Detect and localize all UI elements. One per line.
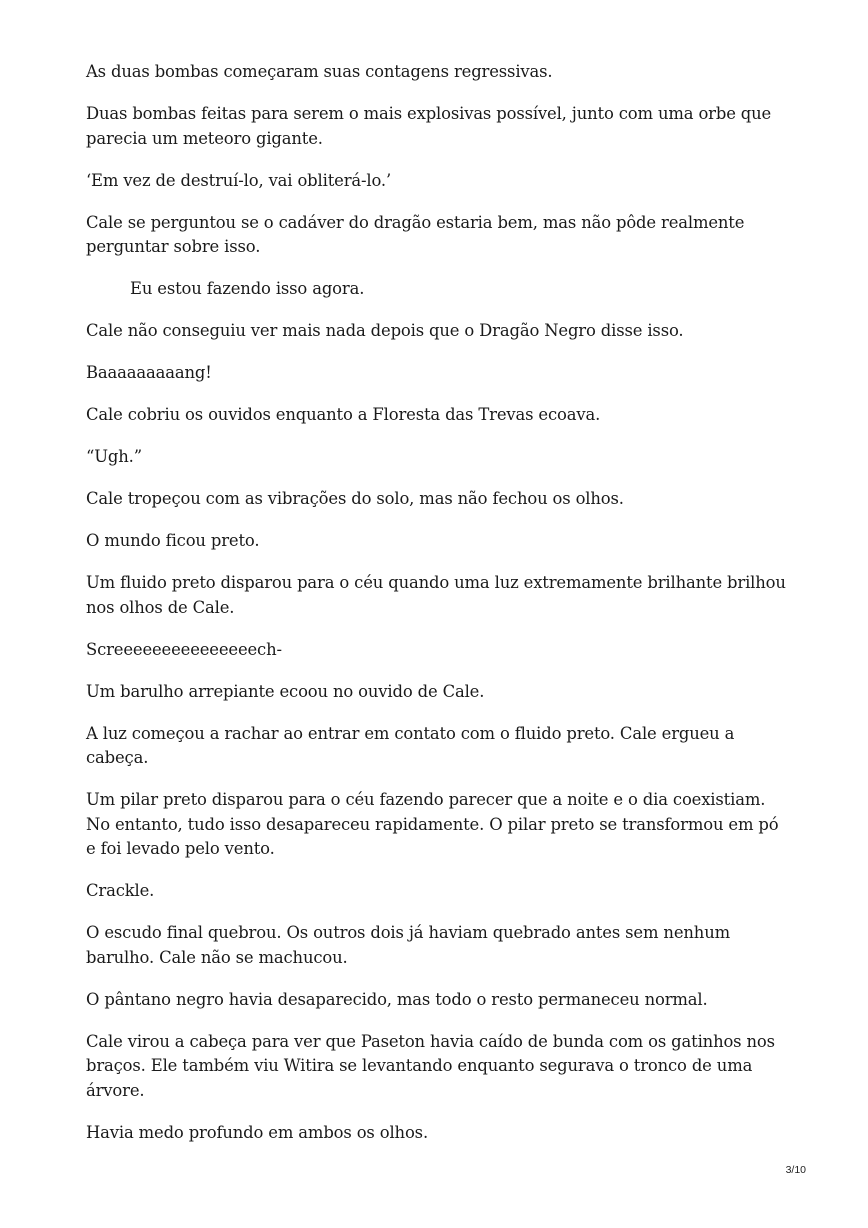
document-page	[86, 60, 786, 1163]
paragraph: Cale cobriu os ouvidos enquanto a Floresta das Trevas ecoava.	[86, 405, 601, 424]
paragraph: A luz começou a rachar ao entrar em contato com o fluido preto. Cale ergueu a cabeça.	[86, 723, 735, 767]
paragraph: Cale se perguntou se o cadáver do dragão estaria bem, mas não pôde realmente perguntar sobre isso.	[86, 212, 745, 256]
page-number: 3/10	[785, 1164, 806, 1176]
paragraph: O mundo ficou preto.	[86, 531, 260, 550]
paragraph: Duas bombas feitas para serem o mais explosivas possível, junto com uma orbe que parecia um meteoro gigante.	[86, 104, 772, 148]
paragraph: Crackle.	[86, 881, 155, 900]
paragraph: “Ugh.”	[86, 447, 142, 466]
paragraph: Cale virou a cabeça para ver que Paseton havia caído de bunda com os gatinhos nos braços. Ele também viu Witira se levantando enquanto segurava o tronco de uma árvore.	[86, 1031, 775, 1100]
paragraph: As duas bombas começaram suas contagens regressivas.	[86, 62, 553, 81]
paragraph: Cale não conseguiu ver mais nada depois que o Dragão Negro disse isso.	[86, 321, 684, 340]
paragraph: Um fluido preto disparou para o céu quando uma luz extremamente brilhante brilhou nos olhos de Cale.	[86, 573, 786, 617]
paragraph: Havia medo profundo em ambos os olhos.	[86, 1122, 429, 1142]
paragraph: O escudo final quebrou. Os outros dois já haviam quebrado antes sem nenhum barulho. Cale não se machucou.	[86, 923, 730, 967]
indented-paragraph: Eu estou fazendo isso agora.	[130, 279, 365, 298]
paragraph: ‘Em vez de destruí-lo, vai obliterá-lo.’	[86, 170, 392, 190]
paragraph: Um pilar preto disparou para o céu fazendo parecer que a noite e o dia coexistiam. No entanto, tudo isso desapareceu rapidamente. O pilar preto se transformou em pó e foi levado pelo vento.	[86, 790, 779, 858]
paragraph: Screeeeeeeeeeeeeeech-	[86, 639, 282, 659]
paragraph: Um barulho arrepiante ecoou no ouvido de Cale.	[86, 681, 485, 701]
paragraph: O pântano negro havia desaparecido, mas todo o resto permaneceu normal.	[86, 989, 708, 1009]
paragraph: Baaaaaaaaang!	[86, 363, 212, 382]
paragraph: Cale tropeçou com as vibrações do solo, mas não fechou os olhos.	[86, 489, 624, 508]
